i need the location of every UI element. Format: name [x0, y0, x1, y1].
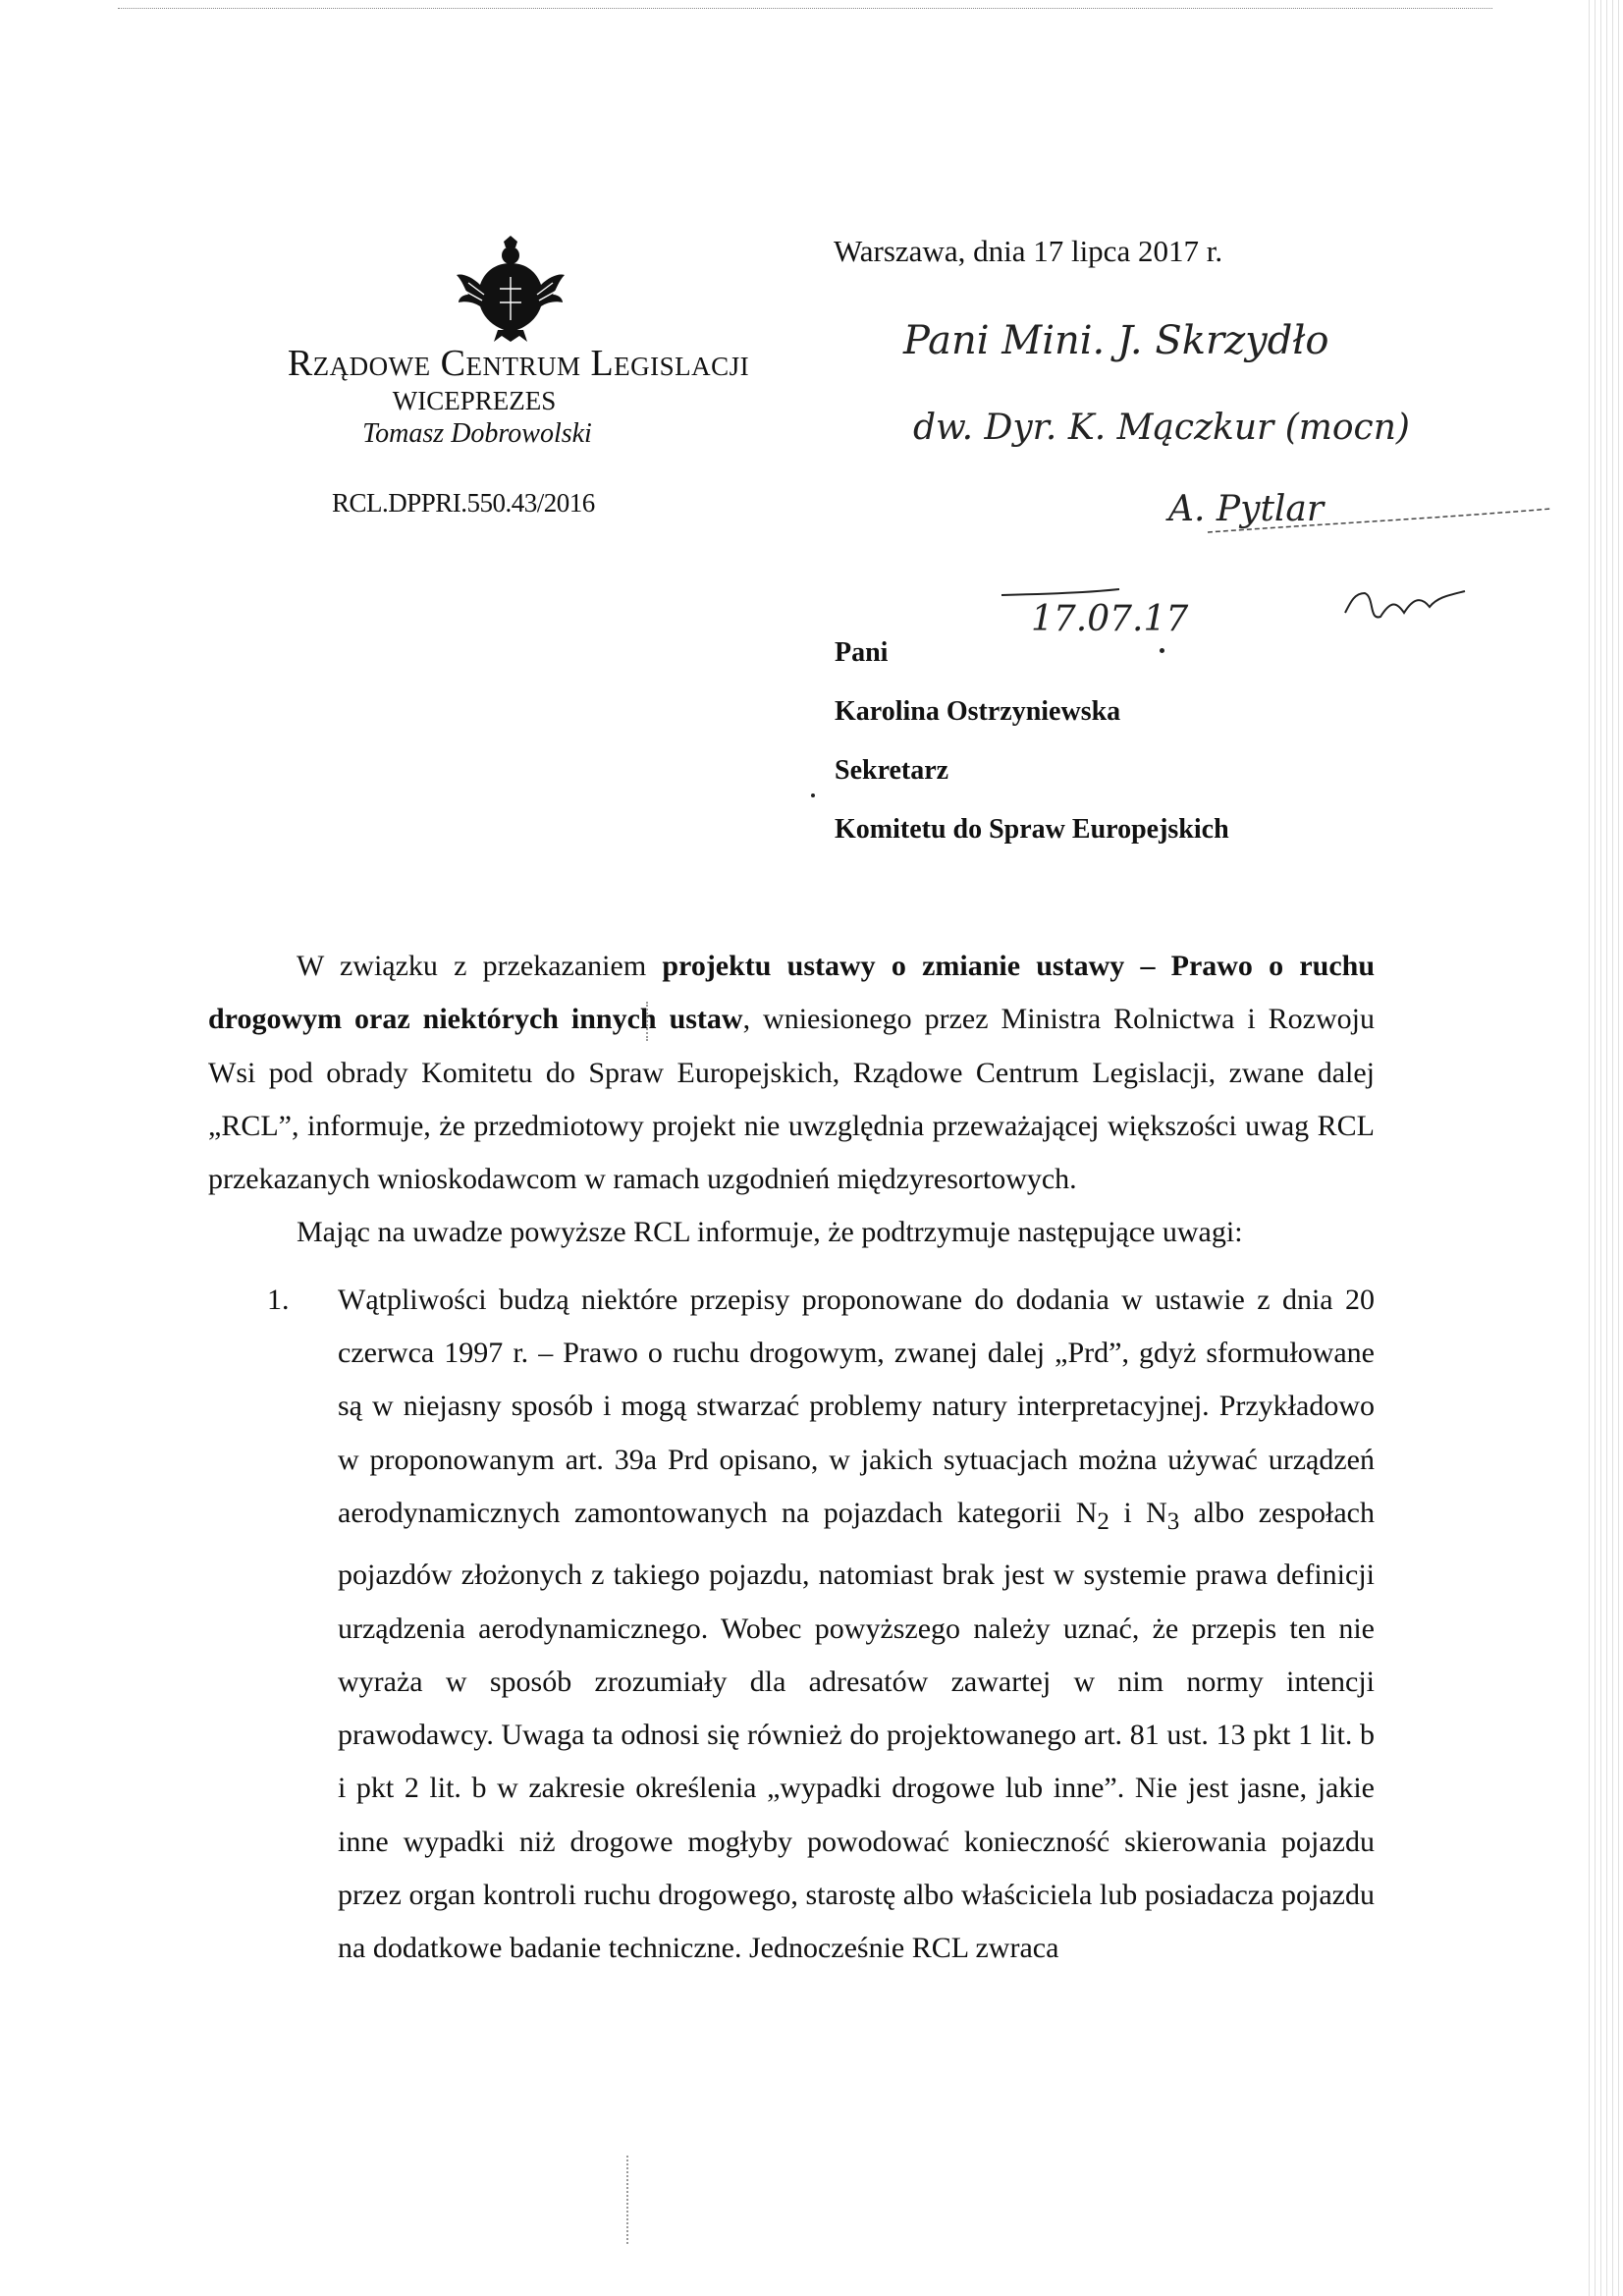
handwritten-annotations — [884, 306, 1551, 650]
paragraph-2: Mając na uwadze powyższe RCL informuje, że podtrzymuje następujące uwagi: — [297, 1216, 1243, 1249]
institution-name: Rządowe Centrum Legislacji — [287, 343, 750, 384]
recipient-name: Karolina Ostrzyniewska — [835, 696, 1121, 727]
institution-person: Tomasz Dobrowolski — [362, 418, 592, 449]
signature-scribble — [1345, 591, 1465, 617]
scan-dot — [811, 793, 815, 797]
scan-edge-artifact — [1586, 0, 1623, 2296]
recipient-salutation: Pani — [835, 637, 889, 668]
institution-block — [214, 342, 823, 452]
polish-eagle-emblem-icon — [455, 234, 567, 344]
paragraph-1-intro: W związku z przekazaniem — [297, 950, 663, 982]
subscript: 2 — [1097, 1507, 1109, 1535]
recipient-title: Sekretarz — [835, 755, 949, 786]
handwriting-line-1: Pani Mini. J. Skrzydło — [903, 318, 1329, 363]
institution-role: WICEPREZES — [392, 386, 557, 415]
handwriting-line-4: 17.07.17 — [1031, 599, 1189, 639]
handwriting-line-3: A. Pytlar — [1168, 489, 1325, 529]
date-line: Warszawa, dnia 17 lipca 2017 r. — [834, 234, 1223, 268]
item-text-part: albo zespołach pojazdów złożonych z takiego pojazdu, natomiast brak jest w systemie prawa definicji urządzenia aerodynamicznego. Wobec powyższego należy uznać, że przepis ten nie wyraża w sposób zrozumiały dla adresatów zawartej w nim normy intencji prawodawcy. Uwaga ta odnosi się również do projektowanego art. 81 ust. 13 pkt 1 lit. b i pkt 2 lit. b w zakresie określenia „wypadki drogowe lub inne”. Nie jest jasne, jakie inne wypadki niż drogowe mogłyby powodować konieczność skierowania pojazdu przez organ kontroli ruchu drogowego, starostę albo właściciela lub posiadacza pojazdu na dodatkowe badanie techniczne. Jednocześnie RCL zwraca — [338, 1496, 1375, 1965]
list-item-text — [338, 1274, 1375, 1976]
list-item — [208, 1274, 1375, 1976]
paragraph-1-rest: , wniesionego przez Ministra Rolnictwa i Rozwoju Wsi pod obrady Komitetu do Spraw Europejskich, Rządowe Centrum Legislacji, zwane dalej „RCL”, informuje, że przedmiotowy projekt nie uwzględnia przeważającej większości uwag RCL przekazanych wnioskodawcom w ramach uzgodnień międzyresortowych. — [208, 1003, 1375, 1196]
handwriting-line-2: dw. Dyr. K. Mączkur (mocn) — [913, 408, 1410, 448]
item-text-part: i N — [1109, 1496, 1167, 1529]
paragraph-1 — [208, 940, 1375, 1206]
recipient-organization: Komitetu do Spraw Europejskich — [835, 814, 1229, 845]
paragraph-1-bold-title: projektu ustawy o zmianie ustawy – Prawo o ruchu drogowym oraz niektórych innych ustaw — [208, 950, 1375, 1036]
recipient-block — [835, 633, 1229, 869]
list-item-number: 1. — [267, 1283, 290, 1316]
letter-body — [208, 940, 1375, 1976]
subscript: 3 — [1166, 1507, 1180, 1535]
fax-header-noise — [118, 8, 1492, 38]
item-text-part: Wątpliwości budzą niektóre przepisy proponowane do dodania w ustawie z dnia 20 czerwca 1997 r. – Prawo o ruchu drogowym, zwanej dalej „Prd”, gdyż sformułowane są w niejasny sposób i mogą stwarzać problemy natury interpretacyjnej. Przykładowo w proponowanym art. 39a Prd opisano, w jakich sytuacjach można używać urządzeń aerodynamicznych zamontowanych na pojazdach kategorii N — [338, 1283, 1375, 1529]
reference-number: RCL.DPPRI.550.43/2016 — [332, 488, 595, 518]
scan-mark — [626, 2156, 630, 2244]
scan-mark — [646, 1002, 650, 1041]
